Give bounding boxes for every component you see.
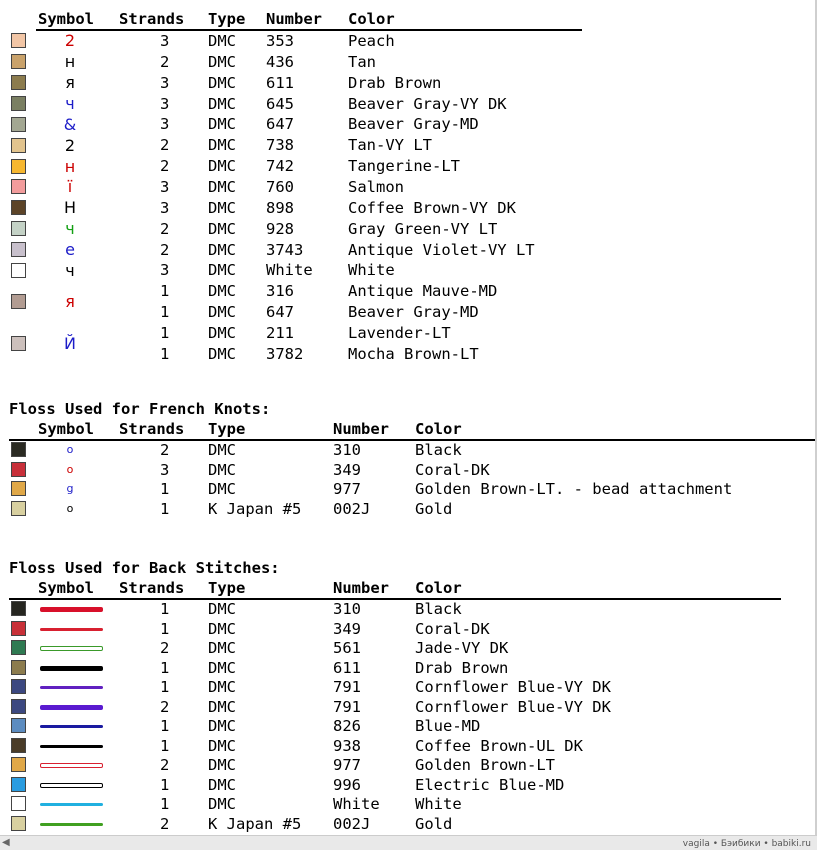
type-value: DMC [208, 441, 236, 459]
color-swatch [11, 660, 26, 675]
stitch-symbol: я [65, 73, 75, 93]
color-name: White [415, 795, 462, 813]
number-value: White [333, 795, 380, 813]
strands-value: 2 [160, 136, 170, 155]
color-swatch [11, 679, 26, 694]
strands-value: 1 [160, 282, 170, 301]
header-symbol: Symbol [38, 579, 94, 597]
type-value: DMC [208, 303, 236, 322]
header-type: Type [208, 579, 246, 597]
strands-value: 3 [160, 460, 170, 479]
backstitch-line-sample [40, 646, 103, 651]
color-swatch [11, 621, 26, 636]
color-swatch [11, 442, 26, 457]
type-value: DMC [208, 658, 236, 677]
color-name: Mocha Brown-LT [348, 344, 479, 363]
type-value: DMC [208, 600, 236, 618]
type-value: DMC [208, 115, 236, 134]
number-value: 938 [333, 736, 361, 755]
backstitch-line-sample [40, 763, 103, 768]
header-strands: Strands [119, 10, 185, 28]
header-number: Number [266, 10, 322, 28]
strands-value: 1 [160, 480, 170, 498]
strands-value: 3 [160, 73, 170, 92]
color-swatch [11, 796, 26, 811]
horizontal-scrollbar[interactable] [0, 835, 817, 850]
header-symbol: Symbol [38, 420, 94, 438]
number-value: 611 [266, 73, 294, 92]
type-value: DMC [208, 323, 236, 342]
color-name: Peach [348, 32, 395, 50]
color-name: Tan [348, 52, 376, 71]
knot-symbol: o [66, 462, 74, 476]
header-number: Number [333, 579, 389, 597]
strands-value: 1 [160, 344, 170, 363]
color-swatch [11, 481, 26, 496]
color-name: Tangerine-LT [348, 157, 460, 176]
color-name: Beaver Gray-VY DK [348, 94, 507, 113]
color-name: Gold [415, 499, 453, 518]
color-swatch [11, 33, 26, 48]
color-swatch [11, 718, 26, 733]
strands-value: 2 [160, 814, 170, 833]
stitch-symbol: я [65, 292, 75, 312]
color-name: Beaver Gray-MD [348, 303, 479, 322]
color-swatch [11, 601, 26, 616]
number-value: 349 [333, 619, 361, 638]
color-swatch [11, 640, 26, 655]
color-swatch [11, 816, 26, 831]
type-value: DMC [208, 756, 236, 774]
type-value: DMC [208, 678, 236, 696]
type-value: DMC [208, 717, 236, 735]
stitch-symbol: 2 [64, 135, 76, 155]
strands-value: 2 [160, 219, 170, 238]
header-rule [36, 29, 582, 31]
scroll-left-arrow-icon[interactable]: ◀ [2, 837, 10, 848]
color-swatch [11, 75, 26, 90]
header-strands: Strands [119, 579, 185, 597]
stitch-symbol: 2 [64, 31, 76, 51]
color-name: Black [415, 441, 462, 459]
number-value: 645 [266, 94, 294, 113]
color-name: Cornflower Blue-VY DK [415, 678, 611, 696]
french-knots-title: Floss Used for French Knots: [9, 400, 271, 418]
strands-value: 2 [160, 441, 170, 459]
color-swatch [11, 221, 26, 236]
strands-value: 3 [160, 94, 170, 113]
header-strands: Strands [119, 420, 185, 438]
stitch-symbol: н [64, 52, 76, 72]
color-name: Blue-MD [415, 717, 481, 735]
color-name: Drab Brown [415, 658, 509, 677]
type-value: DMC [208, 639, 236, 657]
number-value: 898 [266, 198, 294, 217]
type-value: DMC [208, 219, 236, 238]
header-rule [9, 439, 817, 441]
type-value: DMC [208, 136, 236, 155]
strands-value: 1 [160, 323, 170, 342]
type-value: DMC [208, 177, 236, 196]
backstitch-line-sample [40, 666, 103, 671]
strands-value: 2 [160, 157, 170, 176]
strands-value: 3 [160, 177, 170, 196]
number-value: 647 [266, 303, 294, 322]
color-name: Gold [415, 814, 453, 833]
backstitch-line-sample [40, 628, 103, 631]
type-value: DMC [208, 619, 236, 638]
color-swatch [11, 294, 26, 309]
number-value: 002J [333, 499, 371, 518]
number-value: 310 [333, 600, 361, 618]
color-name: Antique Violet-VY LT [348, 240, 535, 259]
backstitch-line-sample [40, 745, 103, 748]
color-swatch [11, 96, 26, 111]
header-rule [9, 598, 781, 600]
color-name: Black [415, 600, 462, 618]
color-name: Cornflower Blue-VY DK [415, 697, 611, 716]
number-value: 353 [266, 32, 294, 50]
header-number: Number [333, 420, 389, 438]
stitch-symbol: е [65, 239, 75, 259]
knot-symbol: g [66, 482, 74, 495]
number-value: 996 [333, 775, 361, 794]
backstitch-line-sample [40, 607, 103, 612]
color-swatch [11, 242, 26, 257]
number-value: 742 [266, 157, 294, 176]
stitch-symbol: ч [65, 260, 75, 280]
number-value: 3743 [266, 240, 304, 259]
type-value: DMC [208, 32, 236, 50]
number-value: 647 [266, 115, 294, 134]
number-value: 349 [333, 460, 361, 479]
stitch-symbol: н [64, 156, 76, 176]
number-value: 791 [333, 678, 361, 696]
color-swatch [11, 159, 26, 174]
type-value: DMC [208, 736, 236, 755]
type-value: DMC [208, 344, 236, 363]
stitch-symbol: Й [64, 333, 76, 353]
type-value: DMC [208, 73, 236, 92]
number-value: 211 [266, 323, 294, 342]
stitch-symbol: ч [65, 93, 75, 113]
color-name: White [348, 261, 395, 280]
number-value: 791 [333, 697, 361, 716]
stitch-symbol: ї [67, 177, 73, 197]
backstitch-line-sample [40, 686, 103, 689]
color-swatch [11, 501, 26, 516]
type-value: K Japan #5 [208, 499, 302, 518]
color-swatch [11, 54, 26, 69]
strands-value: 1 [160, 736, 170, 755]
color-swatch [11, 263, 26, 278]
number-value: 3782 [266, 344, 304, 363]
header-type: Type [208, 10, 246, 28]
strands-value: 2 [160, 240, 170, 259]
type-value: K Japan #5 [208, 814, 302, 833]
type-value: DMC [208, 795, 236, 813]
color-name: Jade-VY DK [415, 639, 509, 657]
type-value: DMC [208, 697, 236, 716]
number-value: 826 [333, 717, 361, 735]
color-name: Golden Brown-LT. - bead attachment [415, 480, 733, 498]
color-swatch [11, 699, 26, 714]
knot-symbol: o [66, 501, 74, 515]
strands-value: 2 [160, 52, 170, 71]
color-name: Golden Brown-LT [415, 756, 555, 774]
strands-value: 1 [160, 600, 170, 618]
number-value: 928 [266, 219, 294, 238]
backstitch-line-sample [40, 823, 103, 826]
strands-value: 2 [160, 756, 170, 774]
backstitch-line-sample [40, 803, 103, 806]
color-name: Salmon [348, 177, 404, 196]
type-value: DMC [208, 198, 236, 217]
number-value: 310 [333, 441, 361, 459]
type-value: DMC [208, 282, 236, 301]
strands-value: 1 [160, 658, 170, 677]
back-stitches-title: Floss Used for Back Stitches: [9, 559, 280, 577]
stitch-symbol: ч [65, 219, 75, 239]
color-swatch [11, 777, 26, 792]
type-value: DMC [208, 261, 236, 280]
strands-value: 2 [160, 639, 170, 657]
strands-value: 1 [160, 717, 170, 735]
number-value: 977 [333, 756, 361, 774]
header-color: Color [348, 10, 395, 28]
number-value: White [266, 261, 313, 280]
strands-value: 1 [160, 678, 170, 696]
backstitch-line-sample [40, 725, 103, 728]
color-swatch [11, 200, 26, 215]
number-value: 561 [333, 639, 361, 657]
strands-value: 2 [160, 697, 170, 716]
number-value: 760 [266, 177, 294, 196]
color-swatch [11, 738, 26, 753]
number-value: 611 [333, 658, 361, 677]
color-name: Electric Blue-MD [415, 775, 565, 794]
color-swatch [11, 138, 26, 153]
color-name: Antique Mauve-MD [348, 282, 498, 301]
header-color: Color [415, 420, 462, 438]
type-value: DMC [208, 240, 236, 259]
strands-value: 1 [160, 499, 170, 518]
backstitch-line-sample [40, 705, 103, 710]
color-name: Coral-DK [415, 460, 490, 479]
color-name: Lavender-LT [348, 323, 451, 342]
header-symbol: Symbol [38, 10, 94, 28]
number-value: 977 [333, 480, 361, 498]
type-value: DMC [208, 157, 236, 176]
color-name: Coffee Brown-UL DK [415, 736, 583, 755]
header-type: Type [208, 420, 246, 438]
color-swatch [11, 757, 26, 772]
knot-symbol: o [66, 443, 74, 456]
number-value: 316 [266, 282, 294, 301]
type-value: DMC [208, 52, 236, 71]
strands-value: 3 [160, 115, 170, 134]
color-swatch [11, 179, 26, 194]
color-name: Coffee Brown-VY DK [348, 198, 516, 217]
type-value: DMC [208, 94, 236, 113]
header-color: Color [415, 579, 462, 597]
color-swatch [11, 336, 26, 351]
color-swatch [11, 117, 26, 132]
color-name: Tan-VY LT [348, 136, 432, 155]
color-name: Coral-DK [415, 619, 490, 638]
number-value: 738 [266, 136, 294, 155]
type-value: DMC [208, 775, 236, 794]
color-name: Drab Brown [348, 73, 442, 92]
color-name: Gray Green-VY LT [348, 219, 498, 238]
backstitch-line-sample [40, 783, 103, 788]
watermark: vagila • Бэибики • babiki.ru [682, 839, 811, 849]
color-name: Beaver Gray-MD [348, 115, 479, 134]
strands-value: 1 [160, 775, 170, 794]
strands-value: 1 [160, 303, 170, 322]
number-value: 436 [266, 52, 294, 71]
strands-value: 3 [160, 32, 170, 50]
strands-value: 1 [160, 619, 170, 638]
type-value: DMC [208, 480, 236, 498]
number-value: 002J [333, 814, 371, 833]
color-swatch [11, 462, 26, 477]
strands-value: 3 [160, 198, 170, 217]
type-value: DMC [208, 460, 236, 479]
stitch-symbol: & [63, 114, 77, 134]
stitch-symbol: Н [63, 198, 77, 218]
strands-value: 3 [160, 261, 170, 280]
strands-value: 1 [160, 795, 170, 813]
